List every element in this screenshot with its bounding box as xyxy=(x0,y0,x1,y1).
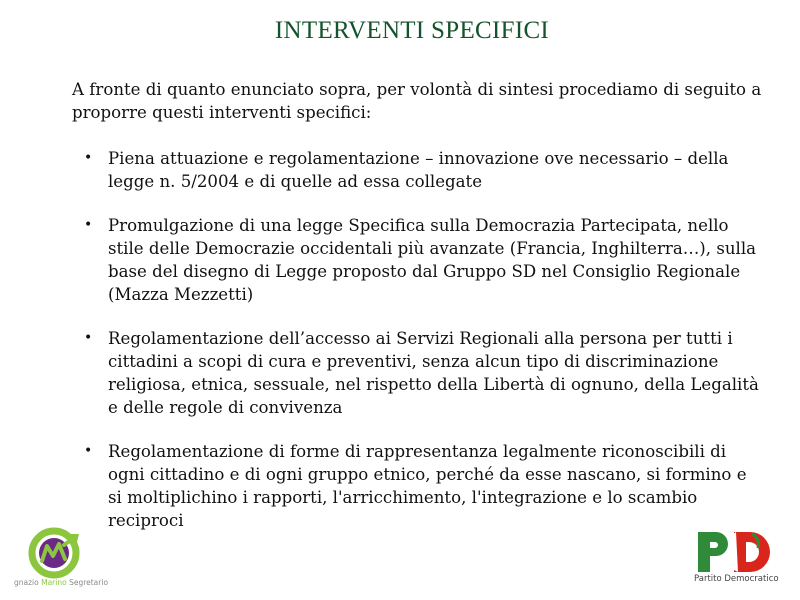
intro-paragraph: A fronte di quanto enunciato sopra, per volontà di sintesi procediamo di seguito a proporre questi interventi specifici: xyxy=(72,80,762,122)
marino-logo-caption: gnazio Marino Segretario xyxy=(14,578,109,587)
pd-logo-icon xyxy=(694,528,780,576)
list-item-text: Regolamentazione di forme di rappresentanza legalmente riconoscibili di ogni cittadino e di ogni gruppo etnico, perché da esse nascano, si formino e si moltiplichino i rapporti, l'arricchimento, l'integrazione e lo scambio reciproci xyxy=(108,442,747,530)
bullet-icon: • xyxy=(84,150,93,166)
pd-logo-caption: Partito Democratico xyxy=(694,574,779,584)
interventions-list xyxy=(84,147,764,532)
list-item-text: Promulgazione di una legge Specifica sulla Democrazia Partecipata, nello stile delle Democrazie occidentali più avanzate (Francia, Inghilterra…), sulla base del disegno di Legge proposto dal Gruppo SD nel Consiglio Regionale (Mazza Mezzetti) xyxy=(108,216,757,304)
bullet-icon: • xyxy=(84,330,93,346)
list-item xyxy=(84,214,764,306)
list-item xyxy=(84,147,764,193)
list-item xyxy=(84,327,764,419)
bullet-icon: • xyxy=(84,443,93,459)
list-item-text: Piena attuazione e regolamentazione – innovazione ove necessario – della legge n. 5/2004 e di quelle ad essa collegate xyxy=(108,149,729,191)
slide-title: INTERVENTI SPECIFICI xyxy=(274,17,550,44)
list-item xyxy=(84,440,764,532)
list-item-text: Regolamentazione dell’accesso ai Servizi Regionali alla persona per tutti i cittadini a scopi di cura e preventivi, senza alcun tipo di discriminazione religiosa, etnica, sessuale, nel rispetto della Libertà di ognuno, della Legalità e delle regole di convivenza xyxy=(108,329,759,417)
bullet-icon: • xyxy=(84,217,93,233)
